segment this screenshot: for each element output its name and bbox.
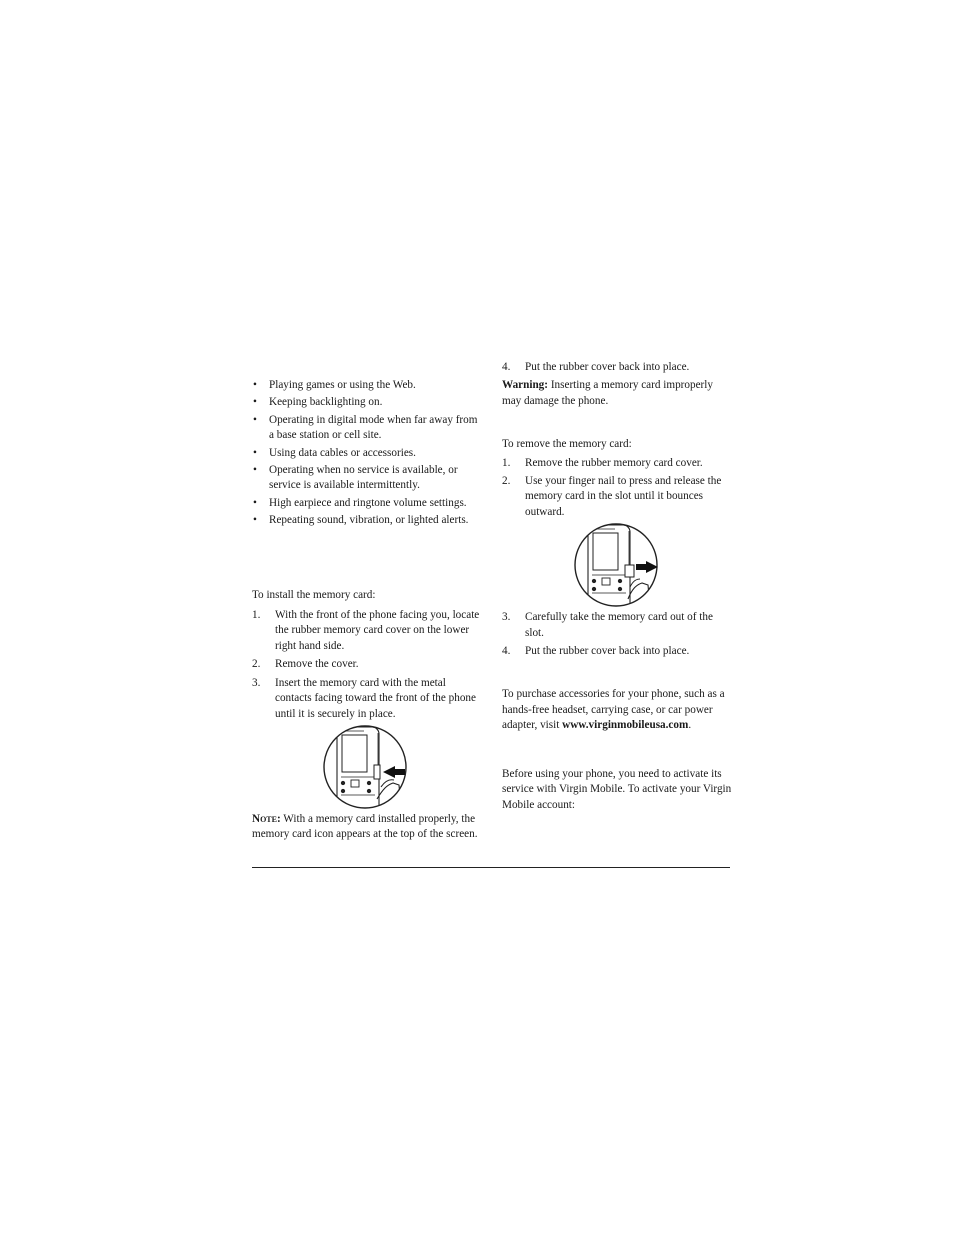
list-item: • Repeating sound, vibration, or lighted alerts.	[252, 513, 480, 528]
step-item: 1. With the front of the phone facing you, locate the rubber memory card cover on the lower right hand side.	[252, 609, 480, 652]
bullet-icon: •	[253, 413, 257, 426]
step-item: 2. Remove the cover.	[252, 658, 359, 671]
install-intro: To install the memory card:	[252, 588, 376, 601]
bullet-icon: •	[253, 446, 257, 459]
battery-drain-list	[252, 378, 480, 529]
phone-insert-memory-card-icon	[321, 725, 411, 809]
install-final-step	[502, 360, 732, 375]
step-item: 1. Remove the rubber memory card cover.	[502, 456, 703, 469]
page-footer-rule	[252, 867, 730, 868]
bullet-icon: •	[253, 379, 257, 391]
step-item: 2. Use your finger nail to press and release the memory card in the slot until it bounces outward.	[502, 475, 722, 518]
activate-paragraph: Before using your phone, you need to activate its service with Virgin Mobile. To activate your Virgin Mobile account:	[502, 767, 732, 811]
step-item: 4. Put the rubber cover back into place.	[502, 361, 690, 373]
step-item: 3. Carefully take the memory card out of the slot.	[502, 611, 713, 639]
right-column	[502, 360, 732, 813]
install-steps	[252, 608, 480, 722]
bullet-icon: •	[253, 396, 257, 409]
list-item: • High earpiece and ringtone volume settings.	[252, 496, 480, 511]
phone-remove-memory-card-icon	[572, 523, 662, 607]
note-paragraph: Note: With a memory card installed properly, the memory card icon appears at the top of the screen.	[252, 812, 478, 841]
remove-steps-continued	[502, 610, 732, 659]
bullet-icon: •	[253, 496, 257, 509]
list-item: • Keeping backlighting on.	[252, 395, 480, 410]
list-item: • Operating when no service is available, or service is available intermittently.	[253, 464, 458, 492]
list-item: • Playing games or using the Web.	[252, 378, 480, 393]
accessories-link[interactable]: www.virginmobileusa.com	[562, 719, 689, 732]
step-item: 3. Insert the memory card with the metal contacts facing toward the front of the phone until it is securely in place.	[252, 676, 476, 720]
bullet-icon: •	[253, 464, 257, 477]
warning-paragraph: Warning: Inserting a memory card improperly may damage the phone.	[502, 379, 713, 407]
list-item: • Using data cables or accessories.	[252, 446, 480, 461]
bullet-icon: •	[253, 514, 257, 527]
accessories-paragraph: To purchase accessories for your phone, such as a hands-free headset, carrying case, or car power adapter, visit www.virginmobileusa.com.	[502, 688, 725, 732]
remove-steps	[502, 456, 732, 521]
remove-intro: To remove the memory card:	[502, 438, 632, 451]
list-item: • Operating in digital mode when far away from a base station or cell site.	[253, 413, 478, 442]
left-column	[252, 378, 480, 843]
step-item: 4. Put the rubber cover back into place.	[502, 645, 690, 658]
